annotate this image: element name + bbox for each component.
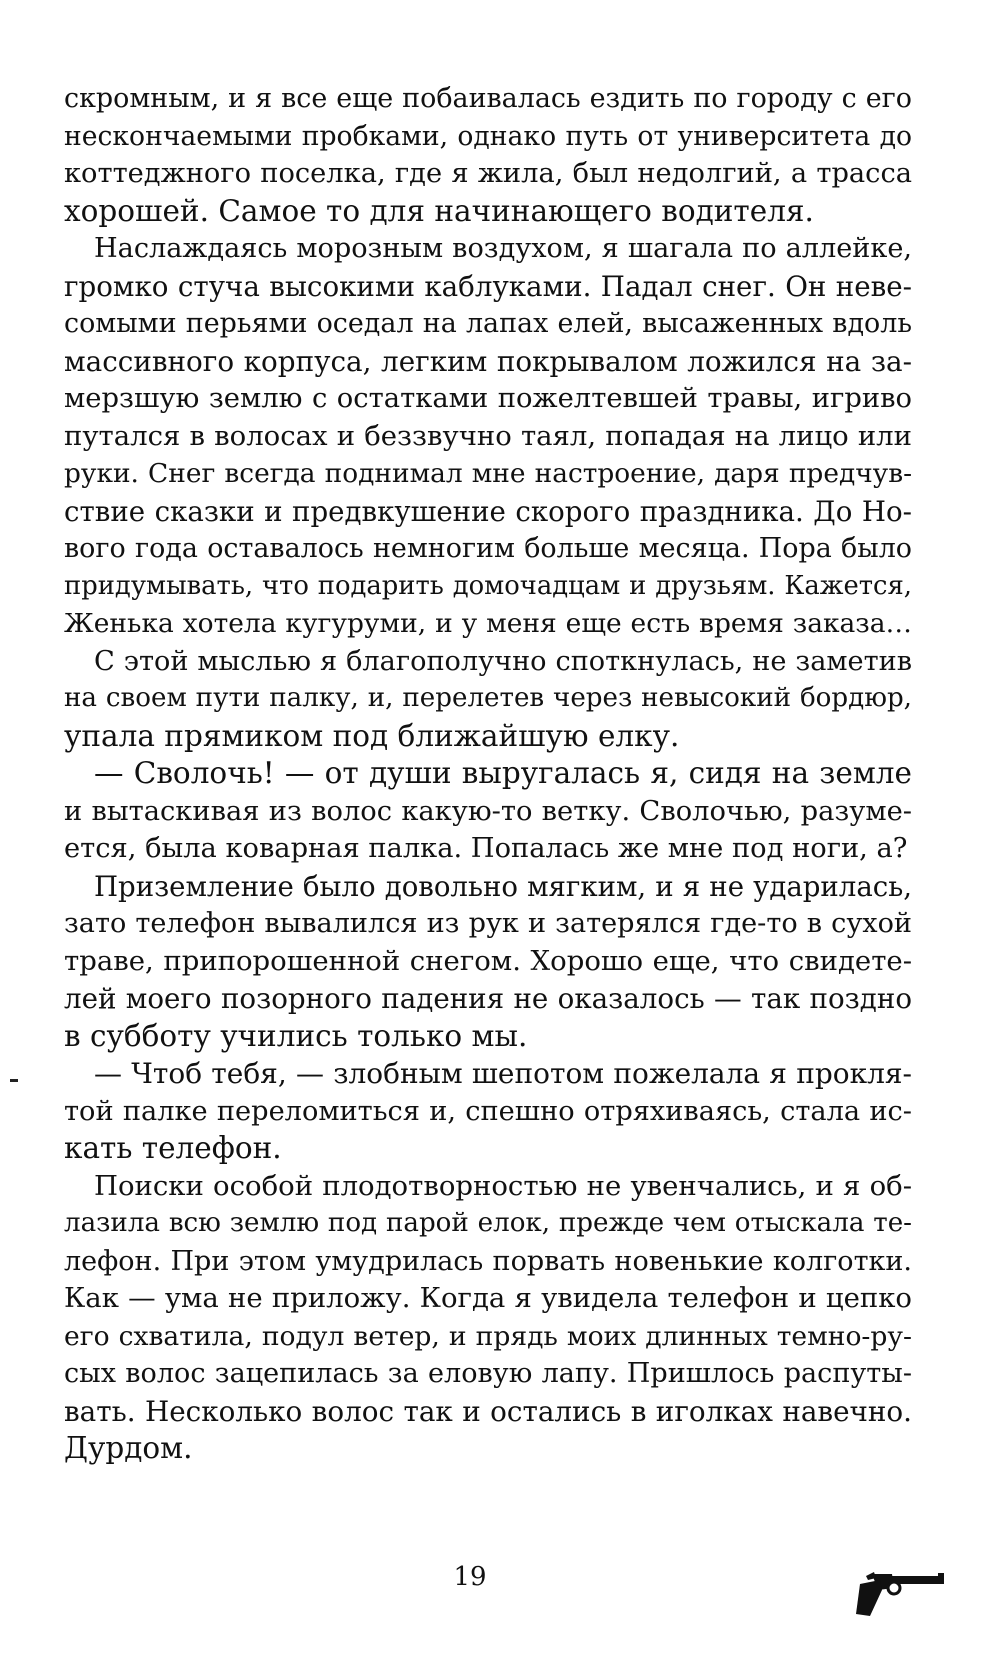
text-line: ствие сказки и предвкушение скорого праздника. До Но-	[64, 494, 912, 528]
text-line: траве, припорошенной снегом. Хорошо еще, что свидете-	[64, 944, 912, 977]
text-line: и вытаскивая из волос какую-то ветку. Сволочью, разуме-	[64, 795, 912, 827]
text-line: Дурдом.	[64, 1431, 193, 1465]
text-line: хорошей. Самое то для начинающего водителя.	[64, 193, 814, 228]
text-line: Женька хотела кугуруми, и у меня еще есть время заказа…	[64, 608, 912, 639]
text-line: мерзшую землю с остатками пожелтевшей травы, игриво	[64, 383, 912, 414]
text-line: массивного корпуса, легким покрывалом ложился на за-	[64, 344, 912, 378]
text-line: в субботу учились только мы.	[64, 1018, 528, 1053]
text-line: Наслаждаясь морозным воздухом, я шагала по аллейке,	[94, 233, 912, 264]
text-line: ется, была коварная палка. Попалась же мне под ноги, а?	[64, 833, 908, 864]
text-line: той палке переломиться и, спешно отряхиваясь, стала ис-	[64, 1095, 912, 1127]
text-line: вать. Несколько волос так и остались в иголках навечно.	[64, 1394, 912, 1428]
text-line: Как — ума не приложу. Когда я увидела телефон и цепко	[64, 1282, 912, 1314]
text-line: Приземление было довольно мягким, и я не ударилась,	[94, 869, 912, 903]
margin-mark	[10, 1079, 18, 1082]
text-line: Поиски особой плодотворностью не увенчались, и я об-	[94, 1169, 912, 1202]
text-line: — Сволочь! — от души выругалась я, сидя на земле	[94, 756, 912, 790]
text-line: сых волос зацепилась за еловую лапу. Пришлось распуты-	[64, 1358, 912, 1389]
body-text	[64, 80, 912, 1468]
text-line: лей моего позорного падения не оказалось — так поздно	[64, 982, 912, 1015]
text-line: скромным, и я все еще побаивалась ездить по городу с его	[64, 83, 912, 114]
text-line: громко стуча высокими каблуками. Падал снег. Он неве-	[64, 269, 912, 303]
text-line: зато телефон вывалился из рук и затерялся где-то в сухой	[64, 908, 912, 939]
text-line: его схватила, подул ветер, и прядь моих длинных темно-ру-	[64, 1320, 912, 1352]
text-line: нескончаемыми пробками, однако путь от университета до	[64, 120, 912, 152]
text-line: упала прямиком под ближайшую елку.	[64, 718, 680, 753]
text-line: лефон. При этом умудрилась порвать новенькие колготки.	[64, 1245, 912, 1277]
text-line: путался в волосах и беззвучно таял, попадая на лицо или	[64, 419, 912, 452]
text-line: — Чтоб тебя, — злобным шепотом пожелала я прокля-	[94, 1057, 912, 1090]
text-line: кать телефон.	[64, 1131, 282, 1165]
text-line: коттеджного поселка, где я жила, был недолгий, а трасса	[64, 158, 912, 189]
text-line: вого года оставалось немногим больше месяца. Пора было	[64, 533, 912, 564]
text-line: лазила всю землю под парой елок, прежде чем отыскала те-	[64, 1208, 912, 1238]
text-line: С этой мыслью я благополучно споткнулась, не заметив	[94, 645, 912, 677]
page-number: 19	[453, 1562, 487, 1592]
revolver-icon	[852, 1566, 948, 1626]
text-line: руки. Снег всегда поднимал мне настроение, даря предчув-	[64, 458, 912, 489]
text-line: придумывать, что подарить домочадцам и друзьям. Кажется,	[64, 570, 912, 601]
text-line: сомыми перьями оседал на лапах елей, высаженных вдоль	[64, 308, 912, 339]
text-line: на своем пути палку, и, перелетев через невысокий бордюр,	[64, 683, 912, 713]
